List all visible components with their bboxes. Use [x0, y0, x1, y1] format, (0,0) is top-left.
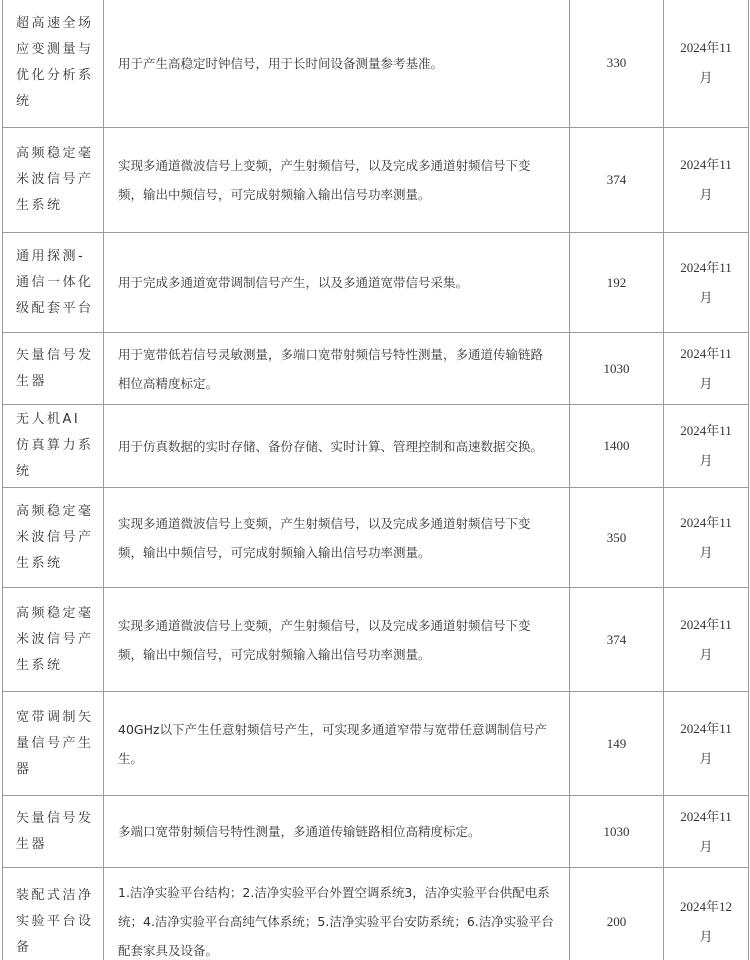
item-description: [104, 588, 570, 692]
date-year: 2024年11: [680, 808, 732, 824]
date-month: 月: [699, 187, 713, 202]
item-quantity: 374: [570, 588, 664, 692]
item-date: [664, 588, 749, 692]
table-row: [3, 0, 749, 128]
date-month: 月: [699, 289, 713, 305]
table-row: [3, 233, 749, 333]
item-name: 高频稳定毫米波信号产生系统: [3, 128, 104, 233]
item-description: [104, 796, 570, 868]
item-date: [664, 405, 749, 488]
date-month: 月: [699, 70, 713, 85]
description-text: 用于宽带低若信号灵敏测量，多端口宽带射频信号特性测量，多通道传输链路相位高精度标定。: [118, 346, 544, 391]
item-date: [664, 488, 749, 588]
date-month: 月: [699, 375, 713, 391]
table-row: [3, 588, 749, 692]
item-date: [664, 692, 749, 796]
item-name: 高频稳定毫米波信号产生系统: [3, 588, 104, 692]
table-row: [3, 488, 749, 588]
date-year: 2024年12: [679, 898, 732, 914]
item-date: [664, 868, 749, 960]
item-quantity: 330: [570, 0, 664, 128]
item-date: [664, 128, 749, 233]
date-month: 月: [699, 928, 713, 944]
date-month: 月: [699, 646, 713, 662]
item-quantity: 1030: [570, 333, 664, 405]
date-year: 2024年11: [680, 157, 732, 172]
item-quantity: 149: [570, 692, 664, 796]
item-date: [664, 333, 749, 405]
description-text: 用于产生高稳定时钟信号，用于长时间设备测量参考基准。: [118, 55, 444, 71]
description-text: 用于仿真数据的实时存储、备份存储、实时计算、管理控制和高速数据交换。: [118, 438, 544, 454]
table-body: [3, 0, 749, 960]
description-text: 40GHz以下产生任意射频信号产生，可实现多通道窄带与宽带任意调制信号产生。: [118, 721, 548, 766]
date-month: 月: [699, 838, 713, 854]
description-text: 实现多通道微波信号上变频，产生射频信号，以及完成多通道射频信号下变频，输出中频信号，可完成射频输入输出信号功率测量。: [118, 515, 531, 560]
description-text: 实现多通道微波信号上变频，产生射频信号，以及完成多通道射频信号下变频，输出中频信号，可完成射频输入输出信号功率测量。: [118, 617, 531, 662]
date-year: 2024年11: [680, 423, 732, 438]
item-name: 矢量信号发生器: [3, 796, 104, 868]
item-quantity: 350: [570, 488, 664, 588]
description-text: 1.洁净实验平台结构；2.洁净实验平台外置空调系统3，洁净实验平台供配电系统；4.洁净实验平台高纯气体系统；5.洁净实验平台安防系统；6.洁净实验平台配套家具及设备。: [118, 885, 554, 958]
table-row: [3, 796, 749, 868]
item-name: 通用探测-通信一体化级配套平台: [3, 233, 104, 333]
description-text: 多端口宽带射频信号特性测量，多通道传输链路相位高精度标定。: [118, 824, 481, 839]
item-description: [104, 868, 570, 960]
description-text: 用于完成多通道宽带调制信号产生，以及多通道宽带信号采集。: [118, 275, 469, 290]
item-date: [664, 796, 749, 868]
item-quantity: 200: [570, 868, 664, 960]
item-quantity: 192: [570, 233, 664, 333]
procurement-table: [2, 0, 749, 960]
date-month: 月: [699, 453, 713, 468]
item-name: 矢量信号发生器: [3, 333, 104, 405]
item-description: [104, 333, 570, 405]
item-date: [664, 233, 749, 333]
date-month: 月: [699, 544, 713, 560]
item-name: 无人机AI仿真算力系统: [3, 405, 104, 488]
item-description: [104, 488, 570, 588]
table-row: [3, 128, 749, 233]
table-row: [3, 333, 749, 405]
item-quantity: 1400: [570, 405, 664, 488]
item-description: [104, 692, 570, 796]
date-year: 2024年11: [680, 514, 732, 530]
table-row: [3, 868, 749, 960]
item-quantity: 1030: [570, 796, 664, 868]
table-row: [3, 405, 749, 488]
item-quantity: 374: [570, 128, 664, 233]
date-year: 2024年11: [680, 40, 732, 55]
date-year: 2024年11: [680, 720, 732, 736]
date-year: 2024年11: [680, 616, 732, 632]
item-description: [104, 0, 570, 128]
item-description: [104, 233, 570, 333]
date-year: 2024年11: [680, 345, 732, 361]
item-date: [664, 0, 749, 128]
date-month: 月: [699, 750, 713, 766]
item-name: 超高速全场应变测量与优化分析系统: [3, 0, 104, 128]
item-description: [104, 128, 570, 233]
date-year: 2024年11: [680, 259, 732, 275]
item-name: 宽带调制矢量信号产生器: [3, 692, 104, 796]
description-text: 实现多通道微波信号上变频，产生射频信号，以及完成多通道射频信号下变频，输出中频信号，可完成射频输入输出信号功率测量。: [118, 158, 531, 202]
item-name: 装配式洁净实验平台设备: [3, 868, 104, 960]
table-row: [3, 692, 749, 796]
item-description: [104, 405, 570, 488]
item-name: 高频稳定毫米波信号产生系统: [3, 488, 104, 588]
